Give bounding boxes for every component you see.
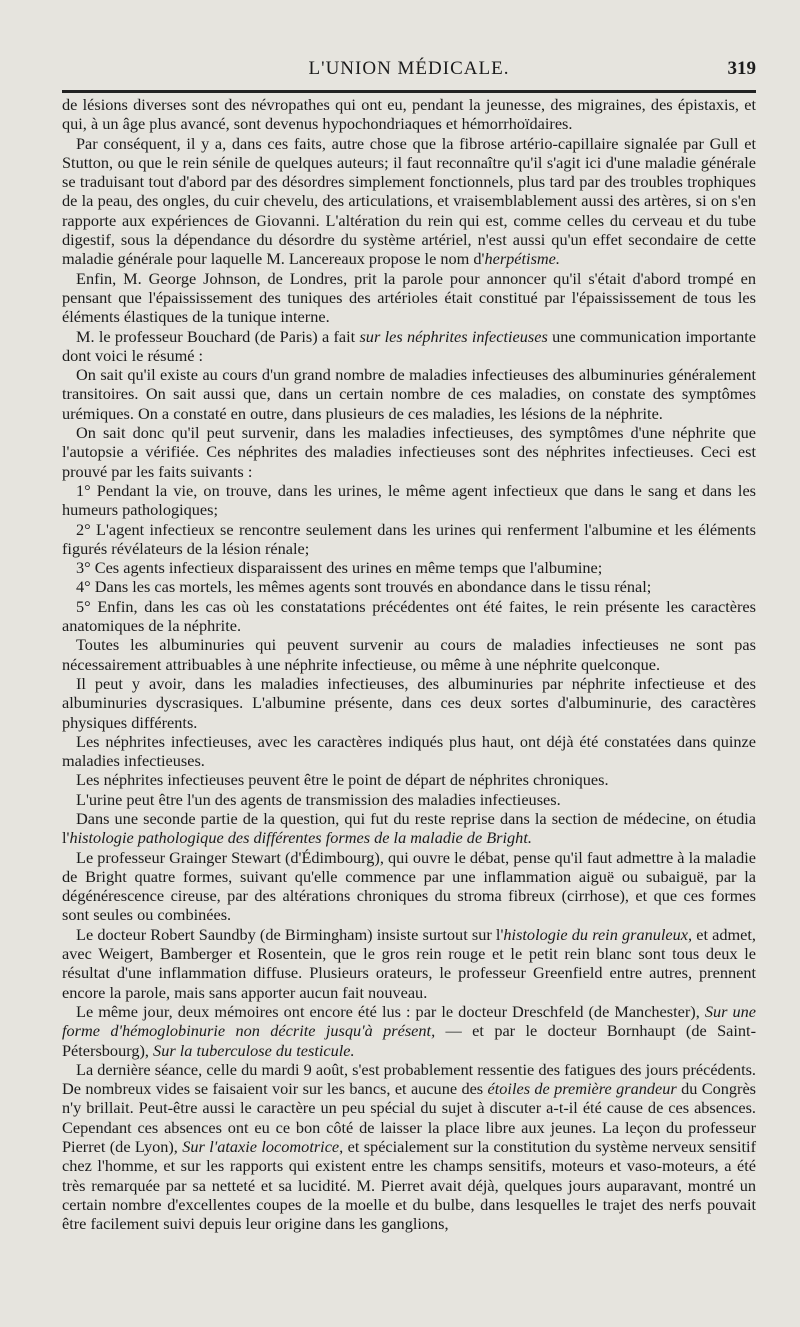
text-run: Le même jour, deux mémoires ont encore été lus : par le docteur Dreschfeld (de Manchester), xyxy=(76,1001,705,1021)
paragraph-p20 xyxy=(62,1002,756,1060)
text-run: 5° Enfin, dans les cas où les constatations précédentes ont été faites, le rein présente les caractères anatomiques de la néphrite. xyxy=(62,596,756,636)
paragraph-p05 xyxy=(62,365,756,423)
text-run: de lésions diverses sont des névropathes qui ont eu, pendant la jeunesse, des migraines, des épistaxis, et qui, à un âge plus avancé, sont devenus hypochondriaques et hémorrhoïdaires. xyxy=(62,95,756,134)
text-run: Enfin, M. George Johnson, de Londres, prit la parole pour annoncer qu'il s'était d'abord trompé en pensant que l'épaississement des tuniques des artérioles était constitué par l'épaississement de tous les éléments élastiques de la tunique interne. xyxy=(62,268,756,327)
text-run: On sait donc qu'il peut survenir, dans les maladies infectieuses, des symptômes d'une néphrite que l'autopsie a vérifiée. Ces néphrites des maladies infectieuses sont des néphrites infectieuses. Ceci est prouvé par les faits suivants : xyxy=(62,423,756,481)
italic-text: sur les néphrites infectieuses xyxy=(359,326,548,346)
text-run: La dernière séance, celle du mardi 9 août, s'est probablement ressentie des fatigues des jours précédents. De nombreux vides se faisaient voir sur les bancs, et aucune des xyxy=(62,1059,756,1099)
text-run: du Congrès n'y brillait. Peut-être aussi le caractère un peu spécial du sujet à discuter a-t-il été cause de ces absences. Cependant ces absences ont eu ce bon côté de laisser la place libre aux jeunes. La leçon du professeur Pierret (de Lyon), xyxy=(62,1079,757,1157)
page-number: 319 xyxy=(727,58,756,79)
text-run: Les néphrites infectieuses peuvent être le point de départ de néphrites chroniques. xyxy=(76,770,609,790)
text-run: — et par le docteur Bornhaupt (de Saint-Pétersbourg), xyxy=(62,1021,756,1060)
paragraph-p10 xyxy=(62,577,756,596)
text-run: On sait qu'il existe au cours d'un grand nombre de maladies infectieuses des albuminuries généralement transitoires. On sait aussi que, dans un certain nombre de ces maladies, on constate des symptômes urémiques. On a constaté en outre, dans plusieurs de ces maladies, les lésions de la néphrite. xyxy=(62,365,756,423)
italic-text: Sur la tuberculose du testicule. xyxy=(153,1040,355,1060)
paragraph-p19 xyxy=(62,925,756,1002)
text-run: Toutes les albuminuries qui peuvent survenir au cours de maladies infectieuses ne sont pas nécessairement attribuables à une néphrite infectieuse, ou même à une néphrite quelconque. xyxy=(62,635,756,674)
paragraph-p01 xyxy=(62,95,756,134)
running-head xyxy=(62,58,756,86)
italic-text: étoiles de première grandeur xyxy=(487,1079,677,1099)
text-run: Les néphrites infectieuses, avec les caractères indiqués plus haut, ont déjà été constatées dans quinze maladies infectieuses. xyxy=(62,731,756,771)
text-run: Il peut y avoir, dans les maladies infectieuses, des albuminuries par néphrite infectieuse et des albuminuries dyscrasiques. L'albumine présente, dans ces deux sortes d'albuminurie, des caractères physiques différents. xyxy=(62,673,756,732)
text-run: 2° L'agent infectieux se rencontre seulement dans les urines qui renferment l'albumine et les éléments figurés révélateurs de la lésion rénale; xyxy=(62,519,756,558)
paragraph-p14 xyxy=(62,732,756,771)
text-run: et admet, avec Weigert, Bamberger et Rosentein, que le gros rein rouge et le petit rein blanc sont tous deux le résultat d'une inflammation diffuse. Plusieurs orateurs, le professeur Greenfield entre autres, prennent encore la parole, mais sans apporter aucun fait nouveau. xyxy=(62,924,757,1002)
text-run: 3° Ces agents infectieux disparaissent des urines en même temps que l'albumine; xyxy=(76,558,603,578)
paragraph-p06 xyxy=(62,423,756,481)
article-body xyxy=(62,95,756,1234)
text-run: Le professeur Grainger Stewart (d'Édimbourg), qui ouvre le débat, pense qu'il faut admettre à la maladie de Bright quatre formes, suivant qu'elle commence par une inflammation aiguë ou subaiguë, par la dégénérescence cireuse, par des altérations chroniques du stroma fibreux (cirrhose), et que ces formes sont seules ou combinées. xyxy=(62,847,756,925)
italic-text: histologie du rein granuleux, xyxy=(503,924,693,944)
text-run: 1° Pendant la vie, on trouve, dans les urines, le même agent infectieux que dans le sang et dans les humeurs pathologiques; xyxy=(62,480,756,520)
italic-text: herpétisme. xyxy=(484,249,560,269)
text-run: Par conséquent, il y a, dans ces faits, autre chose que la fibrose artério-capillaire signalée par Gull et Stutton, ou que le rein sénile de quelques auteurs; il faut reconnaître qu'il s'agit ici d'une maladie générale se traduisant tout d'abord par des désordres simplement fonctionnels, plus tard par des troubles trophiques de la peau, des ongles, du cuir chevelu, des articulations, et vraisemblablement aussi des artères, si on s'en rapporte aux expériences de Giovanni. L'altération du rein qui est, comme celles du cerveau et du tube digestif, sous la dépendance du désordre du système artériel, n'est aussi qu'un effet secondaire de cette maladie générale pour laquelle M. Lancereaux propose le nom d' xyxy=(62,133,756,269)
text-run: Dans une seconde partie de la question, qui fut du reste reprise dans la section de médecine, on étudia l' xyxy=(62,808,756,848)
italic-text: Sur une forme d'hémoglobinurie non décrite jusqu'à présent, xyxy=(62,1001,756,1041)
paragraph-p13 xyxy=(62,674,756,732)
paragraph-p09 xyxy=(62,558,756,577)
paragraph-p07 xyxy=(62,481,756,520)
text-run: Le docteur Robert Saundby (de Birmingham) insiste surtout sur l' xyxy=(76,924,504,944)
journal-title: L'UNION MÉDICALE. xyxy=(308,58,510,79)
text-run: 4° Dans les cas mortels, les mêmes agents sont trouvés en abondance dans le tissu rénal; xyxy=(76,577,652,597)
paragraph-p08 xyxy=(62,520,756,559)
text-run: une communication importante dont voici le résumé : xyxy=(62,326,757,365)
paragraph-p16 xyxy=(62,790,756,809)
paragraph-p21 xyxy=(62,1060,756,1234)
paragraph-p11 xyxy=(62,597,756,636)
text-run: L'urine peut être l'un des agents de transmission des maladies infectieuses. xyxy=(76,789,561,809)
text-run: M. le professeur Bouchard (de Paris) a fait xyxy=(76,326,360,346)
paragraph-p04 xyxy=(62,327,756,366)
paragraph-p02 xyxy=(62,134,756,269)
paragraph-p15 xyxy=(62,770,756,789)
text-run: et spécialement sur la constitution du système nerveux sensitif chez l'homme, et sur les rapports qui existent entre les champs sensitifs, moteurs et vaso-moteurs, a été très remarquée par sa netteté et sa lucidité. M. Pierret avait déjà, quelques jours auparavant, montré un certain nombre d'excellentes coupes de la moelle et du bulbe, dans lesquelles le trajet des nerfs pouvait être facilement suivi depuis leur origine dans les ganglions, xyxy=(62,1137,756,1234)
paragraph-p18 xyxy=(62,848,756,925)
italic-text: histologie pathologique des différentes formes de la maladie de Bright. xyxy=(69,828,532,848)
paragraph-p12 xyxy=(62,635,756,674)
paragraph-p03 xyxy=(62,269,756,327)
italic-text: Sur l'ataxie locomotrice, xyxy=(182,1137,344,1157)
header-rule xyxy=(62,90,756,93)
paragraph-p17 xyxy=(62,809,756,848)
